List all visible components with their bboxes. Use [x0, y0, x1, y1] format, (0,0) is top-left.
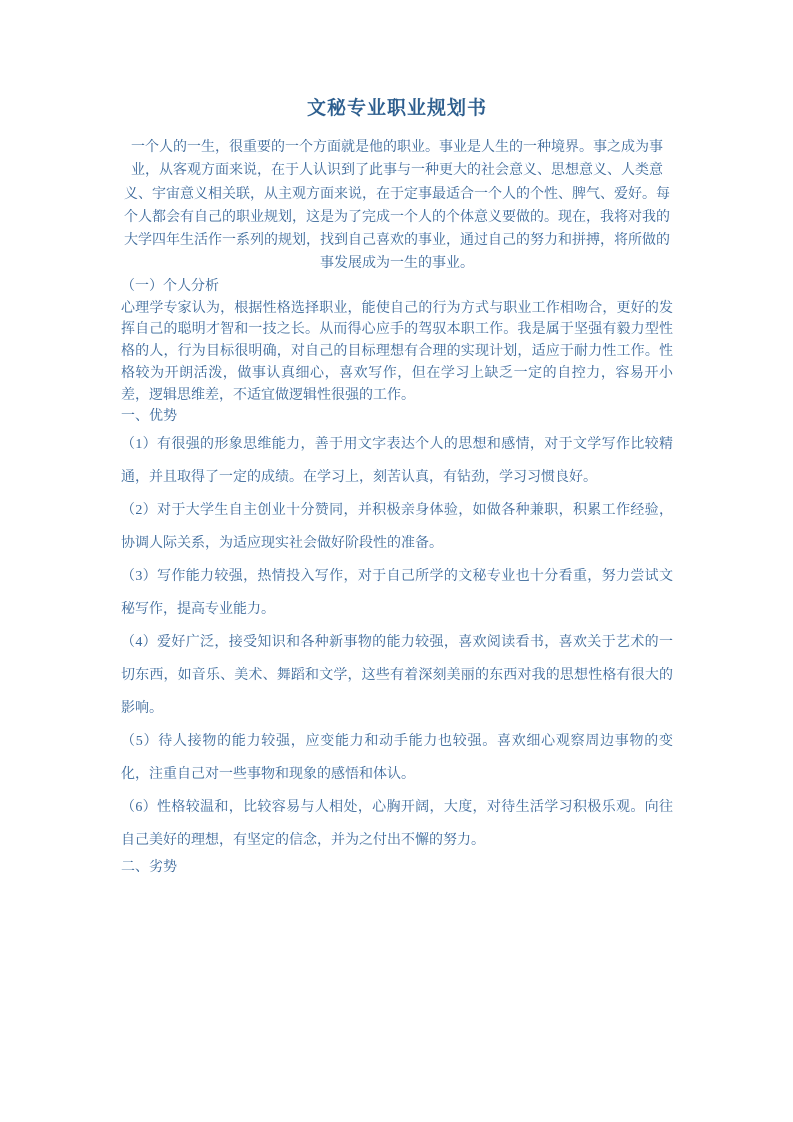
section-heading-disadvantages: 二、劣势	[121, 860, 177, 876]
advantage-item-3: （3）写作能力较强，热情投入写作，对于自己所学的文秘专业也十分看重，努力尝试文秘写作，提高专业能力。	[121, 569, 673, 618]
advantage-item-6: （6）性格较温和，比较容易与人相处，心胸开阔，大度，对待生活学习积极乐观。向往自己美好的理想，有坚定的信念，并为之付出不懈的努力。	[121, 800, 673, 849]
advantage-item-2: （2）对于大学生自主创业十分赞同，并积极亲身体验，如做各种兼职，积累工作经验，协调人际关系，为适应现实社会做好阶段性的准备。	[121, 503, 673, 552]
advantage-item-4: （4）爱好广泛，接受知识和各种新事物的能力较强，喜欢阅读看书，喜欢关于艺术的一切东西，如音乐、美术、舞蹈和文学，这些有着深刻美丽的东西对我的思想性格有很大的影响。	[121, 635, 673, 717]
personal-analysis-paragraph: 心理学专家认为，根据性格选择职业，能使自己的行为方式与职业工作相吻合，更好的发挥自己的聪明才智和一技之长。从而得心应手的驾驭本职工作。我是属于坚强有毅力型性格的人，行为目标很明确，对自己的目标理想有合理的实现计划，适应于耐力性工作。性格较为开朗活泼，做事认真细心，喜欢写作，但在学习上缺乏一定的自控力，容易开小差，逻辑思维差，不适宜做逻辑性很强的工作。	[121, 300, 673, 403]
advantage-item-1: （1）有很强的形象思维能力，善于用文字表达个人的思想和感情，对于文学写作比较精通，并且取得了一定的成绩。在学习上，刻苦认真，有钻劲，学习习惯良好。	[121, 437, 673, 486]
advantage-item-5: （5）待人接物的能力较强，应变能力和动手能力也较强。喜欢细心观察周边事物的变化，注重自己对一些事物和现象的感悟和体认。	[121, 734, 673, 783]
section-heading-advantages: 一、优势	[121, 409, 177, 425]
intro-paragraph: 一个人的一生，很重要的一个方面就是他的职业。事业是人生的一种境界。事之成为事业，从客观方面来说，在于人认识到了此事与一种更大的社会意义、思想意义、人类意义、宇宙意义相关联，从主观方面来说，在于定事最适合一个人的个性、脾气、爱好。每个人都会有自己的职业规划，这是为了完成一个人的个体意义要做的。现在，我将对我的大学四年生活作一系列的规划，找到自己喜欢的事业，通过自己的努力和拼搏，将所做的事发展成为一生的事业。	[124, 140, 670, 272]
document-title: 文秘专业职业规划书	[306, 98, 487, 119]
section-heading-personal-analysis: （一）个人分析	[121, 278, 219, 294]
